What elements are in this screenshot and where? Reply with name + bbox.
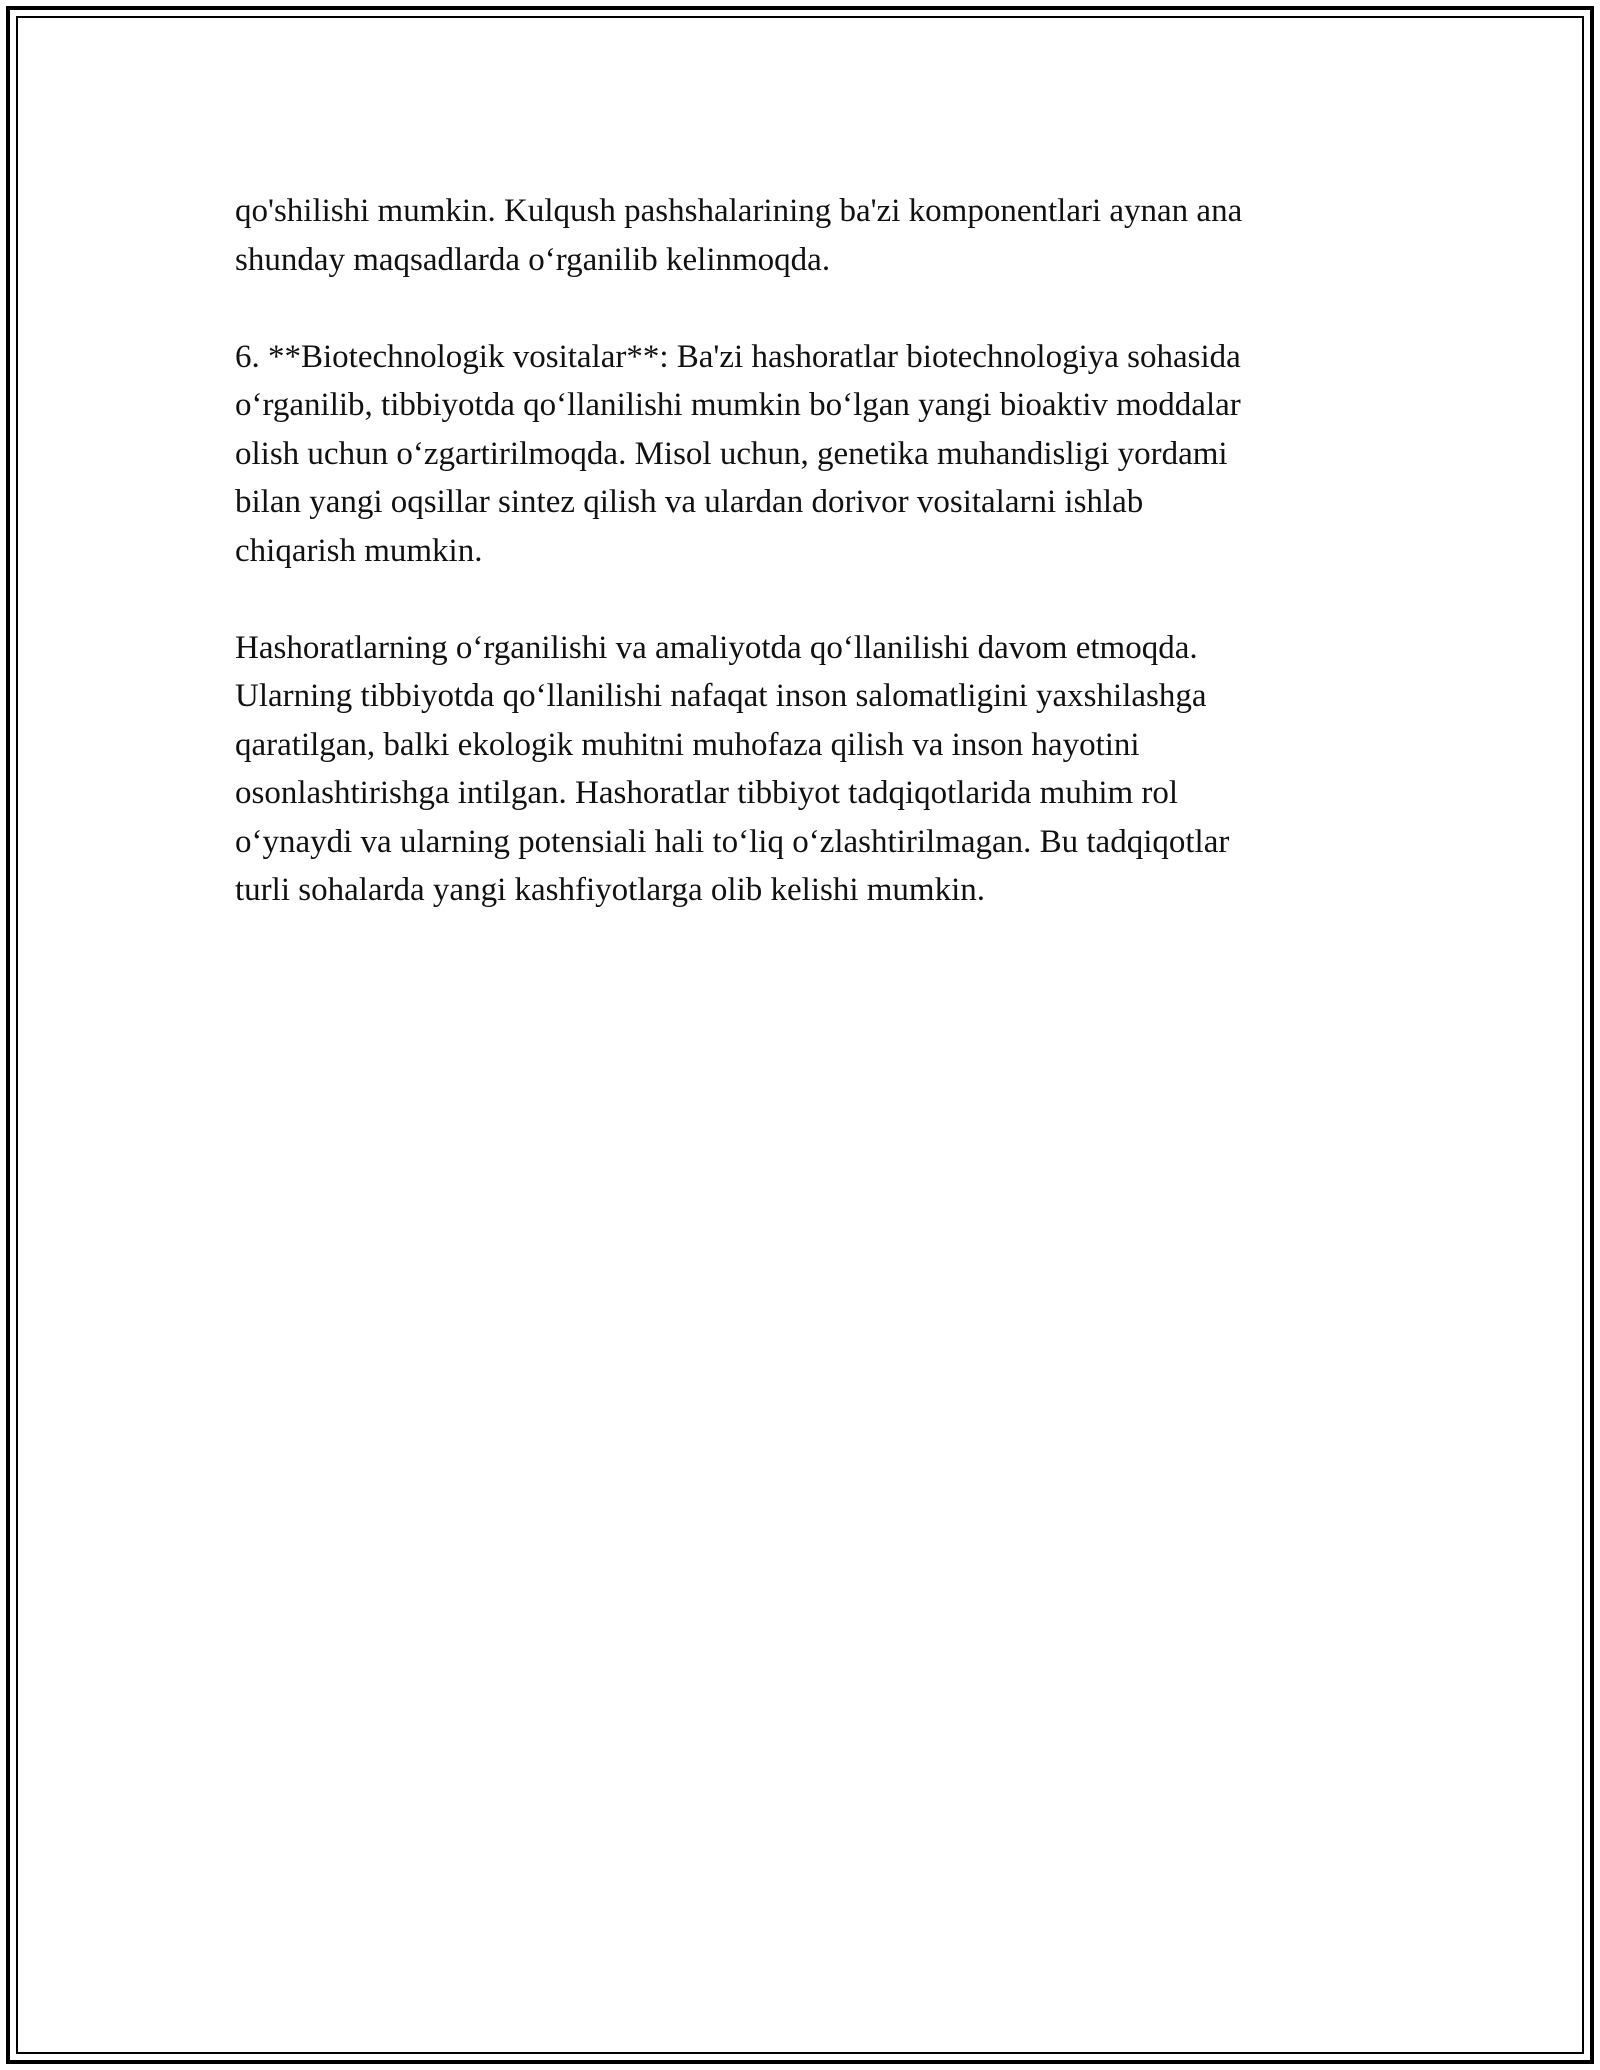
document-body: [235, 187, 1375, 915]
paragraph-conclusion: Hashoratlarning o‘rganilishi va amaliyotda qo‘llanilishi davom etmoqda. Ularning tibbiyotda qo‘llanilishi nafaqat inson salomatligini yaxshilashga qaratilgan, balki ekologik muhitni muhofaza qilish va inson hayotini osonlashtirishga intilgan. Hashoratlar tibbiyot tadqiqotlarida muhim rol o‘ynaydi va ularning potensiali hali to‘liq o‘zlashtirilmagan. Bu tadqiqotlar turli sohalarda yangi kashfiyotlarga olib kelishi mumkin.: [235, 629, 1230, 908]
paragraph-biotechnologik-vositalar: 6. **Biotechnologik vositalar**: Ba'zi hashoratlar biotechnologiya sohasida o‘rganilib, tibbiyotda qo‘llanilishi mumkin bo‘lgan yangi bioaktiv moddalar olish uchun o‘zgartirilmoqda. Misol uchun, genetika muhandisligi yordami bilan yangi oqsillar sintez qilish va ulardan dorivor vositalarni ishlab chiqarish mumkin.: [235, 338, 1241, 569]
paragraph-continuation: qo'shilishi mumkin. Kulqush pashshalarining ba'zi komponentlari aynan ana shunday maqsadlarda o‘rganilib kelinmoqda.: [235, 193, 1243, 278]
